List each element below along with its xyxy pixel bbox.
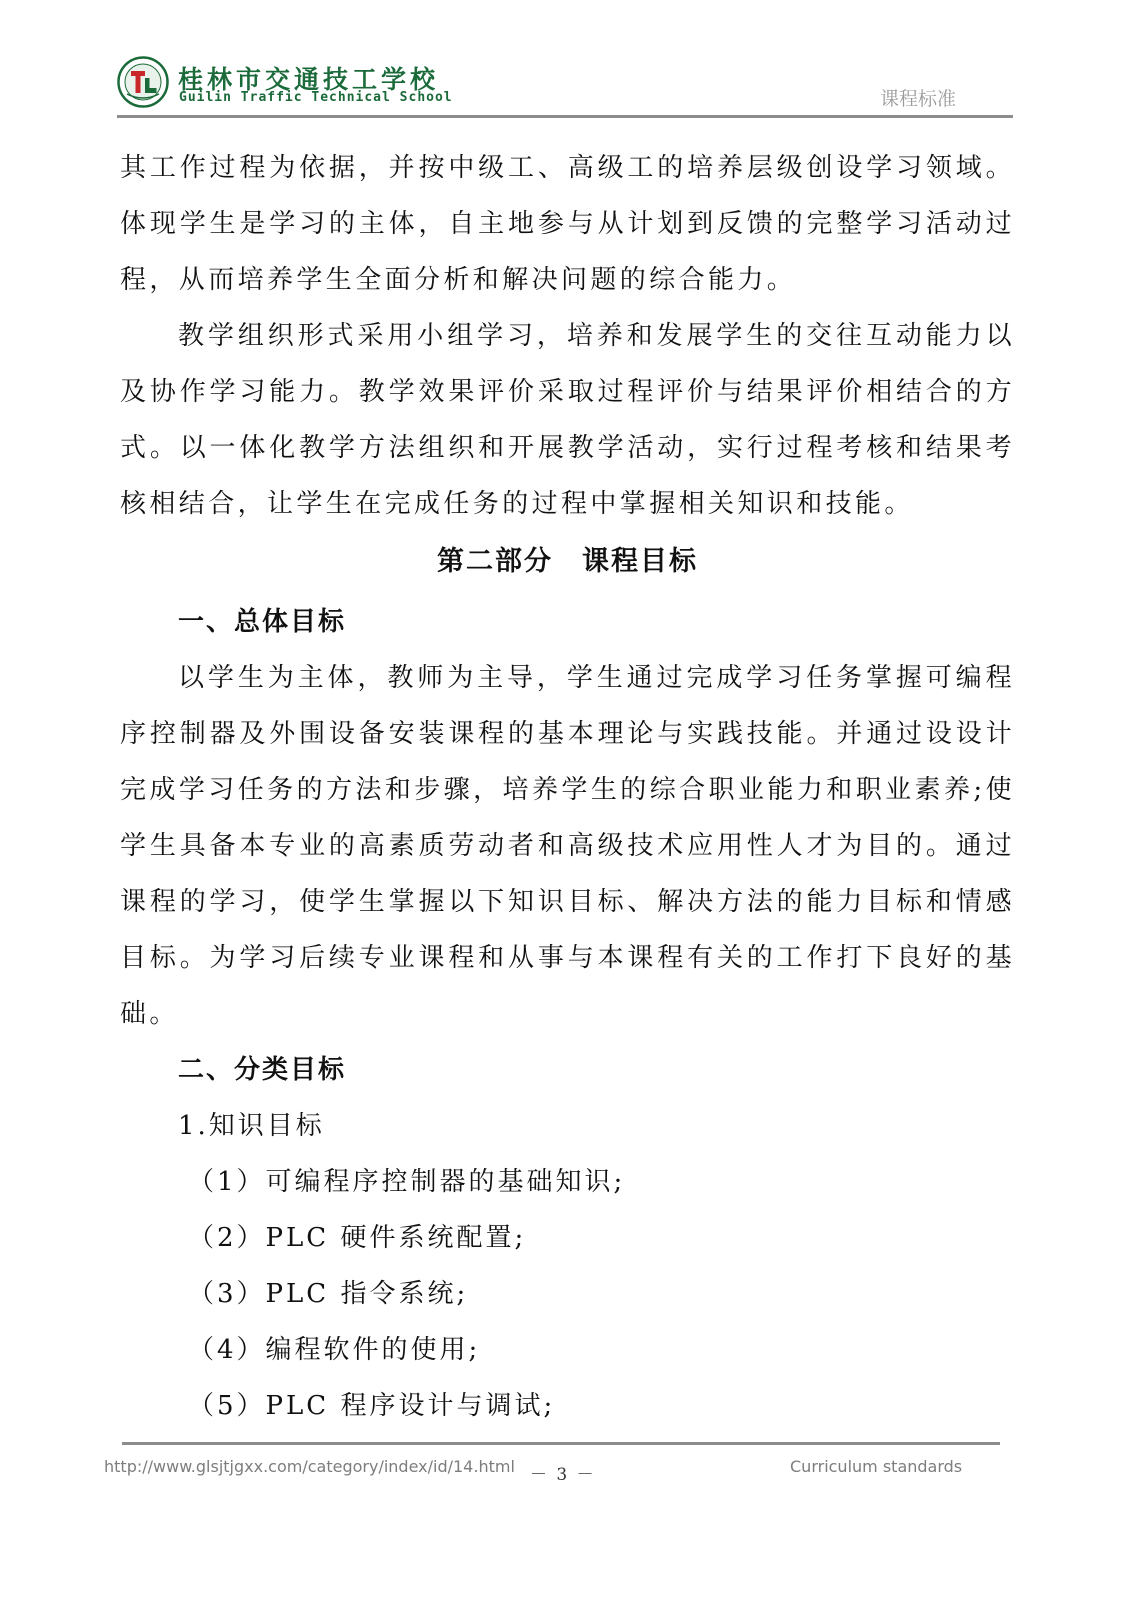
section-heading-category-goals: 二、分类目标	[178, 1055, 347, 1085]
page-number: － 3 －	[530, 1465, 596, 1485]
part-heading: 第二部分 课程目标	[437, 546, 698, 577]
paragraph-3: 以学生为主体，教师为主导，学生通过完成学习任务掌握可编程序控制器及外围设备安装课程的基本理论与实践技能。并通过设设计完成学习任务的方法和步骤，培养学生的综合职业能力和职业素养;使学生具备本专业的高素质劳动者和高级技术应用性人才为目的。通过课程的学习，使学生掌握以下知识目标、解决方法的能力目标和情感目标。为学习后续专业课程和从事与本课程有关的工作打下良好的基础。	[120, 663, 1015, 1029]
school-name-en: Guilin Traffic Technical School	[179, 90, 453, 105]
footer-divider	[122, 1442, 1000, 1445]
list-item: （5）PLC 程序设计与调试;	[188, 1391, 556, 1421]
footer-url: http://www.glsjtjgxx.com/category/index/id/14.html	[104, 1457, 515, 1476]
subsection-heading-knowledge-goals: 1.知识目标	[178, 1111, 325, 1141]
paragraph-2: 教学组织形式采用小组学习，培养和发展学生的交往互动能力以及协作学习能力。教学效果评价采取过程评价与结果评价相结合的方式。以一体化教学方法组织和开展教学活动，实行过程考核和结果考核相结合，让学生在完成任务的过程中掌握相关知识和技能。	[120, 321, 1015, 519]
paragraph-1: 其工作过程为依据，并按中级工、高级工的培养层级创设学习领域。体现学生是学习的主体，自主地参与从计划到反馈的完整学习活动过程，从而培养学生全面分析和解决问题的综合能力。	[120, 153, 1015, 295]
document-body	[120, 140, 1015, 1434]
list-item: （4）编程软件的使用;	[188, 1335, 481, 1365]
knowledge-goal-list	[120, 1154, 1015, 1434]
document-type-label: 课程标准	[880, 88, 957, 110]
school-emblem-icon	[117, 56, 169, 108]
list-item: （3）PLC 指令系统;	[188, 1279, 469, 1309]
footer-label: Curriculum standards	[790, 1457, 963, 1476]
list-item: （2）PLC 硬件系统配置;	[188, 1223, 527, 1253]
section-heading-overall-goals: 一、总体目标	[178, 607, 347, 637]
school-name-cn: 桂林市交通技工学校	[178, 65, 440, 94]
page-header	[0, 0, 1131, 125]
header-divider	[117, 115, 1013, 118]
list-item: （1）可编程序控制器的基础知识;	[188, 1167, 626, 1197]
